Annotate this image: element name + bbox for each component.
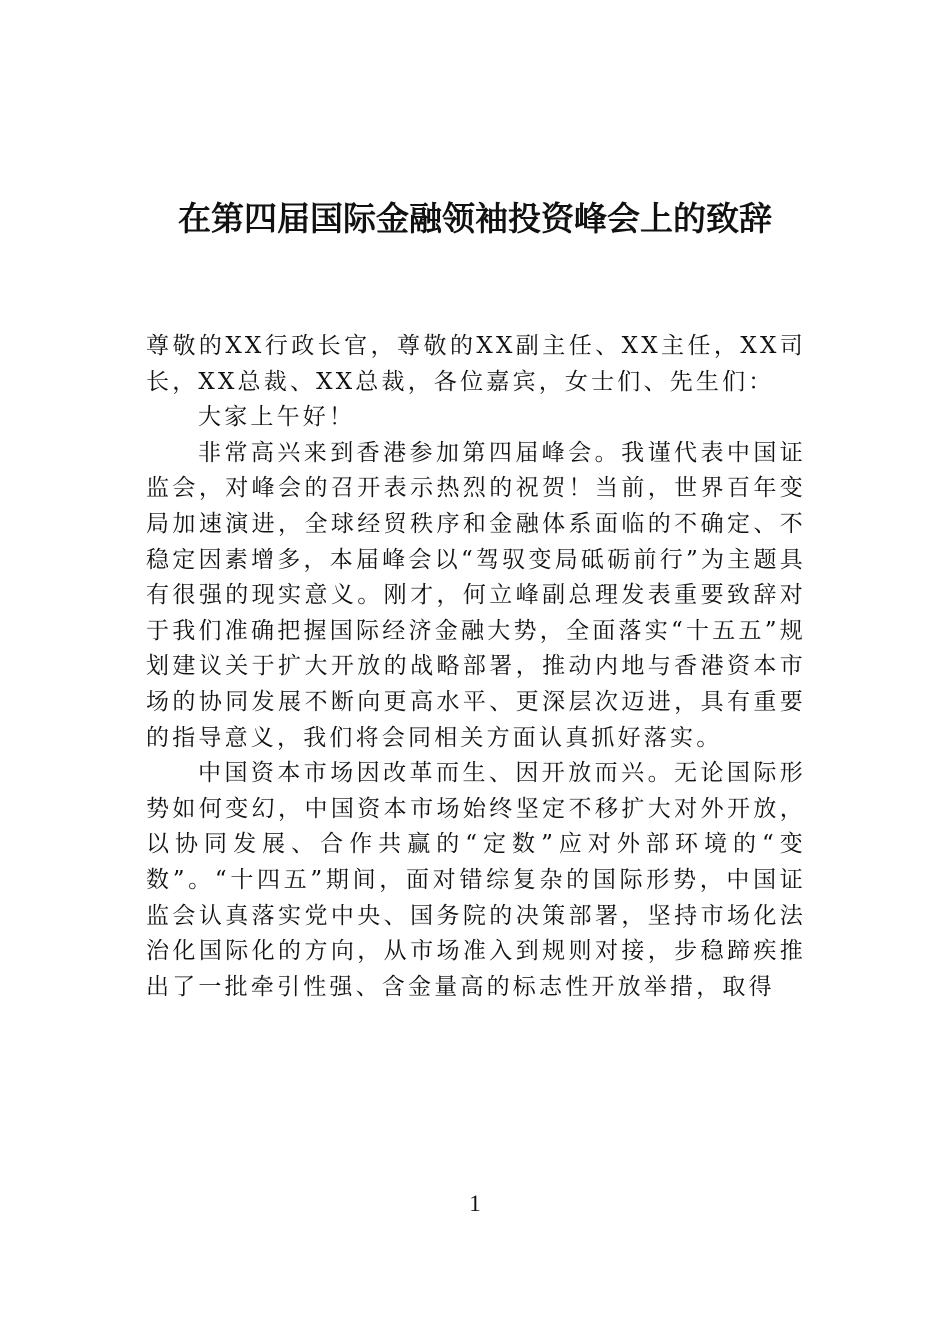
body-paragraph-1: 非常高兴来到香港参加第四届峰会。我谨代表中国证监会，对峰会的召开表示热烈的祝贺！当前，世界百年变局加速演进，全球经贸秩序和金融体系面临的不确定、不稳定因素增多，本届峰会以“驾驭变局砥砺前行”为主题具有很强的现实意义。刚才，何立峰副总理发表重要致辞对于我们准确把握国际经济金融大势，全面落实“十五五”规划建议关于扩大开放的战略部署，推动内地与香港资本市场的协同发展不断向更高水平、更深层次迈进，具有重要的指导意义，我们将会同相关方面认真抓好落实。 (146, 439, 806, 751)
body-paragraph-2: 中国资本市场因改革而生、因开放而兴。无论国际形势如何变幻，中国资本市场始终坚定不移扩大对外开放，以协同发展、合作共赢的“定数”应对外部环境的“变数”。“十四五”期间，面对错综复杂的国际形势，中国证监会认真落实党中央、国务院的决策部署，坚持市场化法治化国际化的方向，从市场准入到规则对接，步稳蹄疾推出了一批牵引性强、含金量高的标志性开放举措，取得 (146, 760, 806, 1000)
page-number: 1 (469, 1191, 481, 1216)
greeting-paragraph: 大家上午好！ (198, 404, 356, 431)
salutation-paragraph: 尊敬的XX行政长官，尊敬的XX副主任、XX主任，XX司长，XX总裁、XX总裁，各位嘉宾，女士们、先生们： (146, 333, 806, 395)
document-title: 在第四届国际金融领袖投资峰会上的致辞 (178, 199, 772, 238)
document-body (146, 329, 806, 1005)
